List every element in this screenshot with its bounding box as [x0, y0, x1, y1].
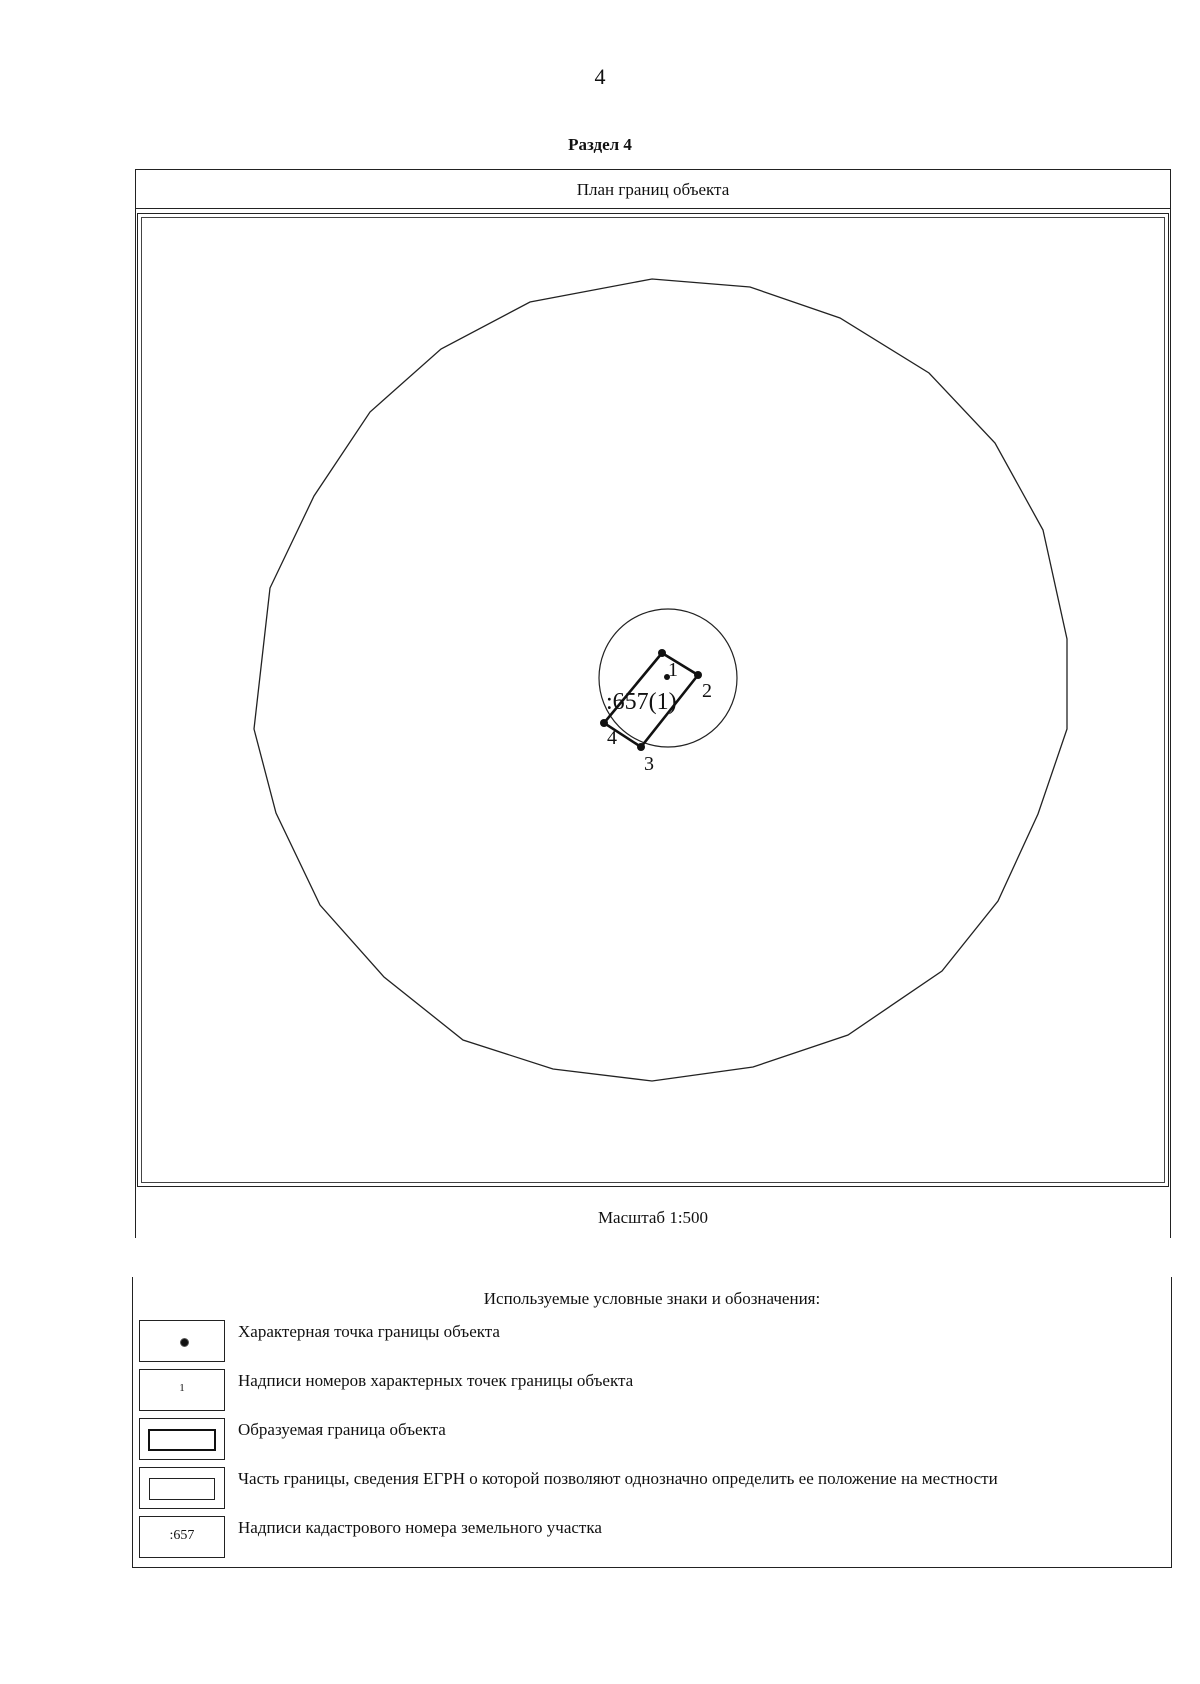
- thin-boundary-icon: [149, 1478, 215, 1500]
- boundary-point-marker: [637, 743, 645, 751]
- point-label-4: 4: [607, 727, 617, 749]
- legend-item-label: Надписи кадастрового номера земельного участка: [238, 1518, 602, 1537]
- legend-item-label: Характерная точка границы объекта: [238, 1322, 500, 1341]
- legend-title: Используемые условные знаки и обозначения:: [483, 1289, 821, 1308]
- legend-symbol-point: [139, 1320, 225, 1362]
- large-boundary-circle: [254, 279, 1067, 1081]
- section-title: Раздел 4: [568, 135, 632, 154]
- boundary-point-marker: [600, 719, 608, 727]
- legend-item-label: Образуемая граница объекта: [238, 1420, 446, 1439]
- scale-label: Масштаб 1:500: [597, 1208, 709, 1227]
- boundary-point-marker: [694, 671, 702, 679]
- legend-symbol-number: [139, 1369, 225, 1411]
- point-label-3: 3: [644, 753, 654, 775]
- legend-item-label: Надписи номеров характерных точек границы объекта: [238, 1371, 634, 1390]
- legend-symbol-thick-rect: [139, 1418, 225, 1460]
- boundary-point-marker: [658, 649, 666, 657]
- legend-symbol-thin-rect: [139, 1467, 225, 1509]
- page-number: 4: [594, 64, 606, 89]
- thick-boundary-icon: [148, 1429, 216, 1451]
- cadastral-number-sample: :657: [169, 1528, 195, 1543]
- point-label-1: 1: [668, 659, 678, 681]
- legend-symbol-cadastral: [139, 1516, 225, 1558]
- legend-item-label: Часть границы, сведения ЕГРН о которой позволяют однозначно определить ее положение на местности: [238, 1469, 998, 1488]
- plan-title: План границ объекта: [576, 180, 730, 199]
- point-marker-icon: [180, 1338, 189, 1347]
- point-number-sample: 1: [179, 1382, 185, 1394]
- point-label-2: 2: [702, 680, 712, 702]
- cadastral-label: :657(1): [606, 689, 677, 715]
